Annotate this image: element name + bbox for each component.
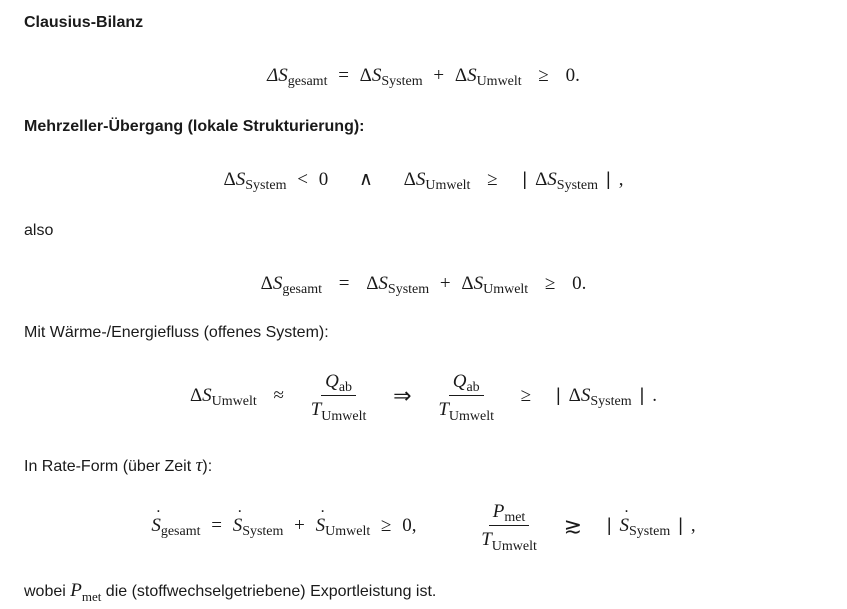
less-than-sign: < — [297, 168, 308, 190]
tau-symbol: τ — [195, 455, 203, 476]
fraction-denominator — [307, 396, 371, 422]
delta-symbol: Δ — [454, 64, 468, 86]
subscript-umwelt: Umwelt — [483, 282, 529, 297]
equation-total-entropy — [0, 272, 847, 295]
entropy-symbol: S — [378, 272, 388, 294]
comma: , — [618, 168, 624, 190]
fraction-q-over-t — [307, 370, 371, 424]
geq-sign: ≥ — [544, 272, 556, 294]
subscript-umwelt: Umwelt — [476, 74, 522, 89]
subscript-ab: ab — [466, 380, 480, 395]
subscript-ab: ab — [338, 380, 353, 395]
power-symbol: P — [70, 580, 82, 601]
text-also: also — [24, 222, 54, 239]
subscript-system: System — [245, 178, 287, 193]
wobei-prefix: wobei — [24, 583, 71, 600]
abs-bar-right: | — [678, 515, 683, 536]
delta-symbol: Δ — [535, 168, 548, 190]
entropy-rate-symbol: S ˙ — [620, 515, 630, 537]
subscript-umwelt: Umwelt — [211, 394, 257, 409]
entropy-symbol: S — [371, 64, 382, 86]
fraction-q-over-t — [434, 370, 498, 424]
entropy-symbol: S — [473, 272, 484, 294]
text-wobei — [24, 580, 436, 602]
entropy-rate-symbol: S ˙ — [151, 515, 161, 537]
geq-sign: ≥ — [381, 514, 392, 536]
geq-sign: ≥ — [538, 64, 549, 86]
subscript-gesamt: gesamt — [287, 74, 328, 89]
abs-bar-left: | — [555, 385, 561, 406]
logical-and-sign: ∧ — [358, 169, 373, 191]
delta-symbol: Δ — [403, 168, 416, 190]
subscript-system: System — [242, 524, 284, 539]
subscript-umwelt: Umwelt — [448, 408, 495, 424]
subscript-met: met — [81, 589, 102, 604]
delta-symbol: Δ — [223, 168, 236, 190]
delta-symbol: Δ — [359, 64, 372, 86]
subscript-system: System — [387, 282, 430, 297]
implies-arrow: ⇒ — [393, 382, 412, 408]
zero-value: 0. — [572, 272, 587, 294]
subscript-system: System — [629, 524, 671, 539]
temperature-symbol: T — [438, 399, 449, 421]
temperature-symbol: T — [310, 399, 322, 421]
subscript-umwelt: Umwelt — [325, 524, 371, 539]
text-rate-form — [24, 455, 212, 477]
abs-bar-right: | — [639, 385, 645, 406]
abs-bar-left: | — [522, 169, 528, 190]
plus-sign: + — [433, 64, 445, 86]
delta-symbol: Δ — [260, 272, 273, 294]
equals-sign: = — [211, 514, 222, 536]
fraction-denominator — [434, 396, 498, 422]
entropy-symbol: S — [202, 384, 212, 406]
fraction-denominator — [477, 526, 541, 552]
approx-sign: ≈ — [273, 384, 284, 406]
equation-rate-form — [0, 500, 847, 554]
wobei-suffix: die (stoffwechselgetriebene) Exportleistung ist. — [101, 583, 437, 600]
delta-symbol: Δ — [461, 272, 474, 294]
fraction-numerator — [449, 370, 484, 396]
gtrsim-sign: ≳ — [563, 512, 583, 538]
heat-symbol: Q — [452, 370, 467, 392]
subscript-umwelt: Umwelt — [491, 538, 537, 554]
entropy-symbol: S — [467, 64, 477, 86]
abs-bar-left: | — [606, 515, 612, 536]
entropy-rate-symbol: S ˙ — [233, 515, 243, 537]
fraction-p-over-t — [477, 500, 541, 554]
heat-symbol: Q — [325, 370, 339, 392]
temperature-symbol: T — [481, 529, 492, 551]
entropy-symbol: S — [580, 384, 591, 406]
section-heading-clausius: Clausius-Bilanz — [24, 14, 144, 31]
entropy-symbol: S — [272, 272, 283, 294]
entropy-symbol: S — [278, 64, 288, 86]
equation-heat-flow — [0, 370, 847, 424]
geq-sign: ≥ — [487, 168, 498, 190]
subscript-umwelt: Umwelt — [321, 408, 367, 424]
equals-sign: = — [338, 272, 350, 294]
rate-form-prefix: In Rate-Form (über Zeit — [24, 458, 196, 475]
entropy-symbol: S — [235, 168, 246, 190]
delta-symbol: Δ — [267, 64, 279, 86]
plus-sign: + — [439, 272, 451, 294]
subscript-met: met — [504, 510, 526, 525]
fraction-numerator — [321, 370, 356, 396]
rate-form-suffix: ): — [202, 458, 213, 475]
zero-value: 0 — [318, 168, 329, 190]
power-met-inline — [70, 580, 102, 604]
geq-sign: ≥ — [520, 384, 532, 406]
fraction-numerator — [489, 500, 530, 526]
subscript-gesamt: gesamt — [160, 524, 201, 539]
abs-bar-right: | — [606, 169, 611, 190]
entropy-rate-symbol: S ˙ — [316, 515, 326, 537]
subscript-system: System — [590, 394, 632, 409]
delta-symbol: Δ — [366, 272, 379, 294]
section-heading-mehrzeller: Mehrzeller-Übergang (lokale Strukturierung): — [24, 118, 365, 135]
equation-local-structuring — [0, 168, 847, 191]
equals-sign: = — [338, 64, 349, 86]
delta-symbol: Δ — [568, 384, 581, 406]
equation-clausius-balance — [0, 64, 847, 87]
period: . — [652, 384, 658, 406]
subscript-gesamt: gesamt — [282, 282, 322, 297]
text-waerme-energiefluss: Mit Wärme-/Energiefluss (offenes System): — [24, 324, 329, 341]
power-symbol: P — [492, 500, 505, 522]
zero-value: 0. — [565, 64, 580, 86]
plus-sign: + — [294, 514, 305, 536]
entropy-symbol: S — [415, 168, 426, 190]
entropy-symbol: S — [547, 168, 557, 190]
subscript-system: System — [556, 178, 599, 193]
comma: , — [690, 514, 696, 536]
zero-value: 0, — [402, 514, 417, 536]
subscript-umwelt: Umwelt — [425, 178, 471, 193]
subscript-system: System — [381, 74, 423, 89]
delta-symbol: Δ — [189, 384, 203, 406]
